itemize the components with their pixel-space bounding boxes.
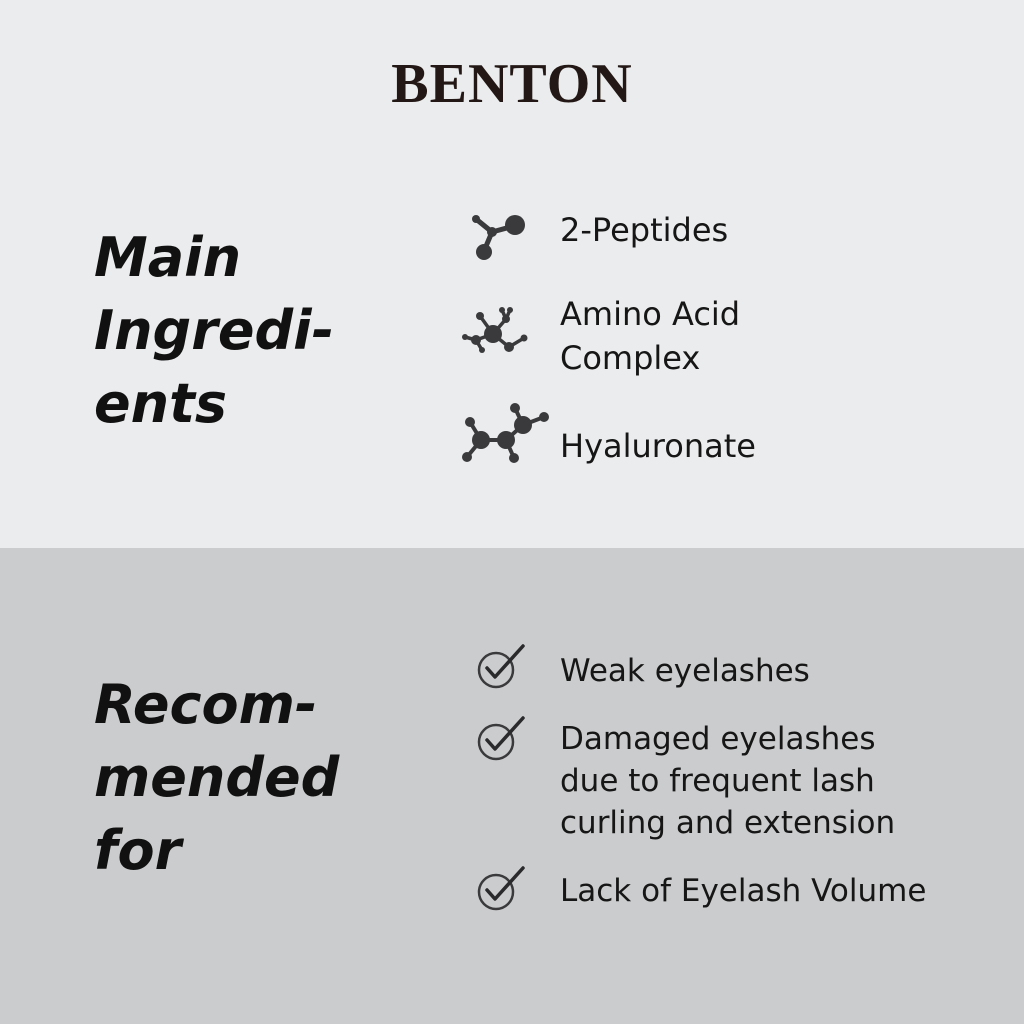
molecule-cluster-icon xyxy=(460,304,532,358)
check-circle-icon xyxy=(476,864,526,912)
recommendation-label xyxy=(560,718,1000,844)
heading-line: Ingredi- xyxy=(94,299,335,362)
molecule-chain-icon xyxy=(460,400,550,466)
ingredient-label-line: Complex xyxy=(560,339,701,377)
recommendation-label-line: due to frequent lash xyxy=(560,763,875,799)
check-circle-icon xyxy=(476,642,526,690)
recommended-for-panel xyxy=(0,548,1024,1024)
main-ingredients-heading xyxy=(94,221,414,440)
recommendation-label-line: Lack of Eyelash Volume xyxy=(560,873,927,909)
recommendation-label-line: Weak eyelashes xyxy=(560,653,810,689)
heading-line: for xyxy=(94,819,182,882)
heading-line: Recom- xyxy=(94,673,318,736)
heading-line: Main xyxy=(94,226,242,289)
heading-line: mended xyxy=(94,746,340,809)
brand-logo: BENTON xyxy=(391,53,633,115)
recommendation-label xyxy=(560,650,1000,692)
ingredient-label xyxy=(560,208,1000,252)
recommendation-label xyxy=(560,870,1000,912)
molecule-small-icon xyxy=(466,208,530,266)
recommended-for-heading xyxy=(94,668,414,887)
ingredient-label-line: Hyaluronate xyxy=(560,427,756,465)
recommendation-label-line: curling and extension xyxy=(560,805,896,841)
ingredient-label xyxy=(560,292,1000,380)
heading-line: ents xyxy=(94,372,228,435)
ingredient-label xyxy=(560,424,1000,468)
ingredient-label-line: 2-Peptides xyxy=(560,211,729,249)
recommendation-label-line: Damaged eyelashes xyxy=(560,721,876,757)
check-circle-icon xyxy=(476,714,526,762)
ingredient-label-line: Amino Acid xyxy=(560,295,741,333)
